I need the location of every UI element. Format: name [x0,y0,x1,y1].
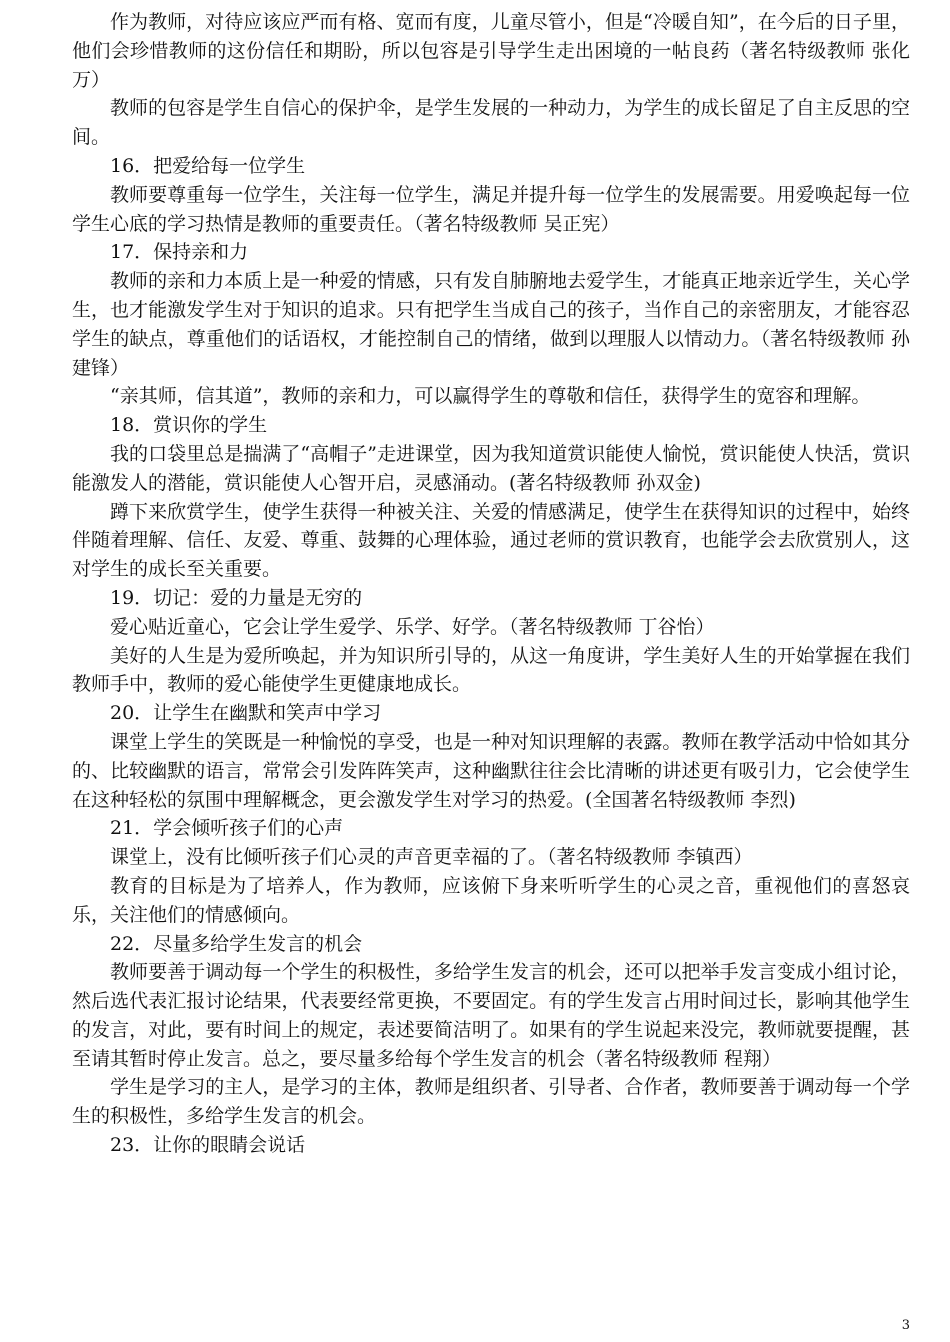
document-body [72,8,910,1160]
paragraph: 作为教师，对待应该应严而有格、宽而有度，儿童尽管小，但是“冷暖自知”，在今后的日子里，他们会珍惜教师的这份信任和期盼，所以包容是引导学生走出困境的一帖良药（著名特级教师 张化万） [72,11,910,91]
paragraph: 教育的目标是为了培养人，作为教师，应该俯下身来听听学生的心灵之音，重视他们的喜怒哀乐，关注他们的情感倾向。 [72,874,910,926]
paragraph: 教师要善于调动每一个学生的积极性，多给学生发言的机会，还可以把举手发言变成小组讨论，然后选代表汇报讨论结果，代表要经常更换，不要固定。有的学生发言占用时间过长，影响其他学生的发言，对此，要有时间上的规定，表述要简洁明了。如果有的学生说起来没完，教师就要提醒，甚至请其暂时停止发言。总之，要尽量多给每个学生发言的机会（著名特级教师 程翔） [72,961,910,1070]
paragraph: 课堂上，没有比倾听孩子们心灵的声音更幸福的了。（著名特级教师 李镇西） [110,846,753,869]
section-heading: 22．尽量多给学生发言的机会 [110,932,363,955]
page-number: 3 [901,1318,910,1333]
section-heading: 17．保持亲和力 [110,241,249,264]
paragraph: 教师要尊重每一位学生，关注每一位学生，满足并提升每一位学生的发展需要。用爱唤起每一位学生心底的学习热情是教师的重要责任。（著名特级教师 吴正宪） [72,183,910,235]
section-heading: 20．让学生在幽默和笑声中学习 [110,702,382,725]
paragraph: 爱心贴近童心，它会让学生爱学、乐学、好学。（著名特级教师 丁谷怡） [110,615,715,638]
section-heading: 18．赏识你的学生 [110,414,268,437]
paragraph: 教师的亲和力本质上是一种爱的情感，只有发自肺腑地去爱学生，才能真正地亲近学生，关心学生，也才能激发学生对于知识的追求。只有把学生当成自己的孩子，当作自己的亲密朋友，才能容忍学生的缺点，尊重他们的话语权，才能控制自己的情绪，做到以理服人以情动力。（著名特级教师 孙建锋） [72,270,910,379]
section-heading: 19．切记：爱的力量是无穷的 [110,586,363,609]
paragraph: 课堂上学生的笑既是一种愉悦的享受，也是一种对知识理解的表露。教师在教学活动中恰如其分的、比较幽默的语言，常常会引发阵阵笑声，这种幽默往往会比清晰的讲述更有吸引力，它会使学生在这种轻松的氛围中理解概念，更会激发学生对学习的热爱。(全国著名特级教师 李烈) [72,730,910,811]
paragraph: 我的口袋里总是揣满了“高帽子”走进课堂，因为我知道赏识能使人愉悦，赏识能使人快活，赏识能激发人的潜能，赏识能使人心智开启，灵感涌动。(著名特级教师 孙双金) [72,442,910,494]
paragraph: “亲其师，信其道”，教师的亲和力，可以赢得学生的尊敬和信任，获得学生的宽容和理解。 [110,385,871,408]
paragraph: 教师的包容是学生自信心的保护伞，是学生发展的一种动力，为学生的成长留足了自主反思的空间。 [72,97,910,149]
paragraph: 学生是学习的主人，是学习的主体，教师是组织者、引导者、合作者，教师要善于调动每一个学生的积极性，多给学生发言的机会。 [72,1076,910,1128]
section-heading: 21．学会倾听孩子们的心声 [110,817,344,840]
paragraph: 蹲下来欣赏学生，使学生获得一种被关注、关爱的情感满足，使学生在获得知识的过程中，始终伴随着理解、信任、友爱、尊重、鼓舞的心理体验，通过老师的赏识教育，也能学会去欣赏别人，这对学生的成长至关重要。 [72,500,910,581]
section-heading: 16．把爱给每一位学生 [110,154,306,177]
section-heading: 23．让你的眼睛会说话 [110,1134,306,1157]
paragraph: 美好的人生是为爱所唤起，并为知识所引导的，从这一角度讲，学生美好人生的开始掌握在我们教师手中，教师的爱心能使学生更健康地成长。 [72,644,910,696]
